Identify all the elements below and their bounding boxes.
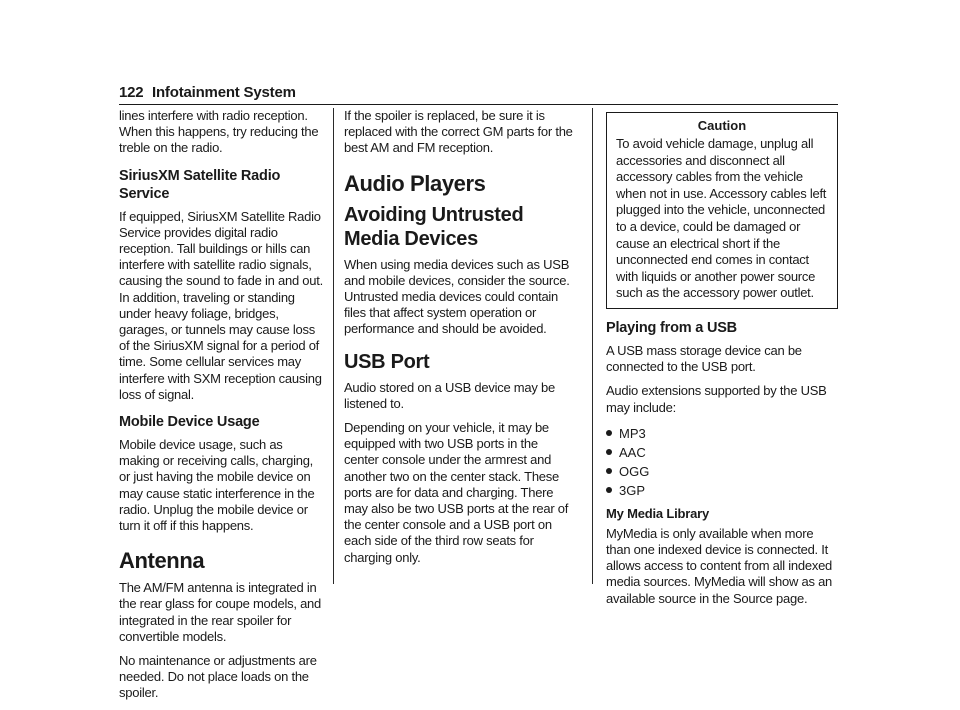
bullet-icon: [606, 487, 612, 493]
caution-text: To avoid vehicle damage, unplug all accessories and disconnect all accessory cables from the vehicle when not in use. Accessory cables left plugged into the vehicle, unconnected to a device, could be damaged or cause an electrical short if the unconnected end comes in contact with liquids or another power source such as the accessory power outlet.: [616, 136, 827, 301]
paragraph-my-media: MyMedia is only available when more than one indexed device is connected. It allows access to content from all indexed media sources. MyMedia will show as an available source in the Source page.: [606, 525, 833, 606]
heading-playing-from-usb: Playing from a USB: [606, 319, 737, 336]
column-1: [119, 108, 323, 710]
extension-label: AAC: [619, 444, 646, 460]
paragraph-radio-interference: lines interfere with radio reception. When this happens, try reducing the treble on the radio.: [119, 108, 319, 156]
extension-list: [606, 424, 838, 500]
paragraph-usb-storage: A USB mass storage device can be connected to the USB port.: [606, 342, 802, 375]
heading-siriusxm: SiriusXM Satellite Radio Service: [119, 167, 281, 202]
list-item: [606, 462, 838, 481]
heading-my-media-library: My Media Library: [606, 505, 709, 521]
paragraph-mobile-device-usage: Mobile device usage, such as making or receiving calls, charging, or just having the mobile device on may cause static interference in the radio. Unplug the mobile device or turn it off if this happens.: [119, 437, 315, 534]
list-item: [606, 443, 838, 462]
heading-mobile-device-usage: Mobile Device Usage: [119, 414, 260, 431]
extension-label: 3GP: [619, 482, 646, 498]
column-divider-1: [333, 108, 334, 584]
paragraph-siriusxm: If equipped, SiriusXM Satellite Radio Service provides digital radio reception. Tall buildings or hills can interfere with satellite radio signals, causing the sound to fade in and out. In addition, traveling or standing under heavy foliage, bridges, garages, or tunnels may cause loss of the SiriusXM signal for a period of time. Some cellular services may interfere with SXM reception causing loss of signal.: [119, 208, 323, 402]
paragraph-spoiler: If the spoiler is replaced, be sure it is replaced with the correct GM parts for the best AM and FM reception.: [344, 108, 573, 156]
list-item: [606, 424, 838, 443]
paragraph-audio-extensions: Audio extensions supported by the USB may include:: [606, 383, 827, 415]
caution-box: [606, 112, 838, 309]
paragraph-untrusted-media: When using media devices such as USB and mobile devices, consider the source. Untrusted media devices could contain files that affect system operation or performance and should be avoided.: [344, 256, 570, 337]
heading-usb-port: USB Port: [344, 350, 430, 373]
section-title: Infotainment System: [152, 84, 296, 101]
list-item: [606, 481, 838, 500]
column-2: [344, 108, 574, 574]
paragraph-antenna-1: The AM/FM antenna is integrated in the rear glass for coupe models, and integrated in the rear spoiler for convertible models.: [119, 580, 322, 644]
page-header: [119, 84, 838, 104]
paragraph-usb-2: Depending on your vehicle, it may be equipped with two USB ports in the center console under the armrest and another two on the center stack. These ports are for data and charging. There may also be two USB ports at the rear of the center console and a USB port on each side of the third row seats for charging only.: [344, 420, 569, 565]
heading-untrusted-media: Avoiding Untrusted Media Devices: [344, 203, 524, 250]
caution-title: Caution: [697, 118, 747, 133]
bullet-icon: [606, 468, 612, 474]
page-number: 122: [119, 84, 144, 101]
paragraph-antenna-2: No maintenance or adjustments are needed. Do not place loads on the spoiler.: [119, 653, 317, 701]
heading-audio-players: Audio Players: [344, 170, 486, 196]
extension-label: MP3: [619, 425, 646, 441]
column-3: [606, 108, 838, 615]
extension-label: OGG: [619, 463, 650, 479]
header-rule: [119, 104, 838, 105]
bullet-icon: [606, 449, 612, 455]
paragraph-usb-1: Audio stored on a USB device may be listened to.: [344, 379, 555, 411]
heading-antenna: Antenna: [119, 548, 205, 574]
column-divider-2: [592, 108, 593, 584]
bullet-icon: [606, 430, 612, 436]
